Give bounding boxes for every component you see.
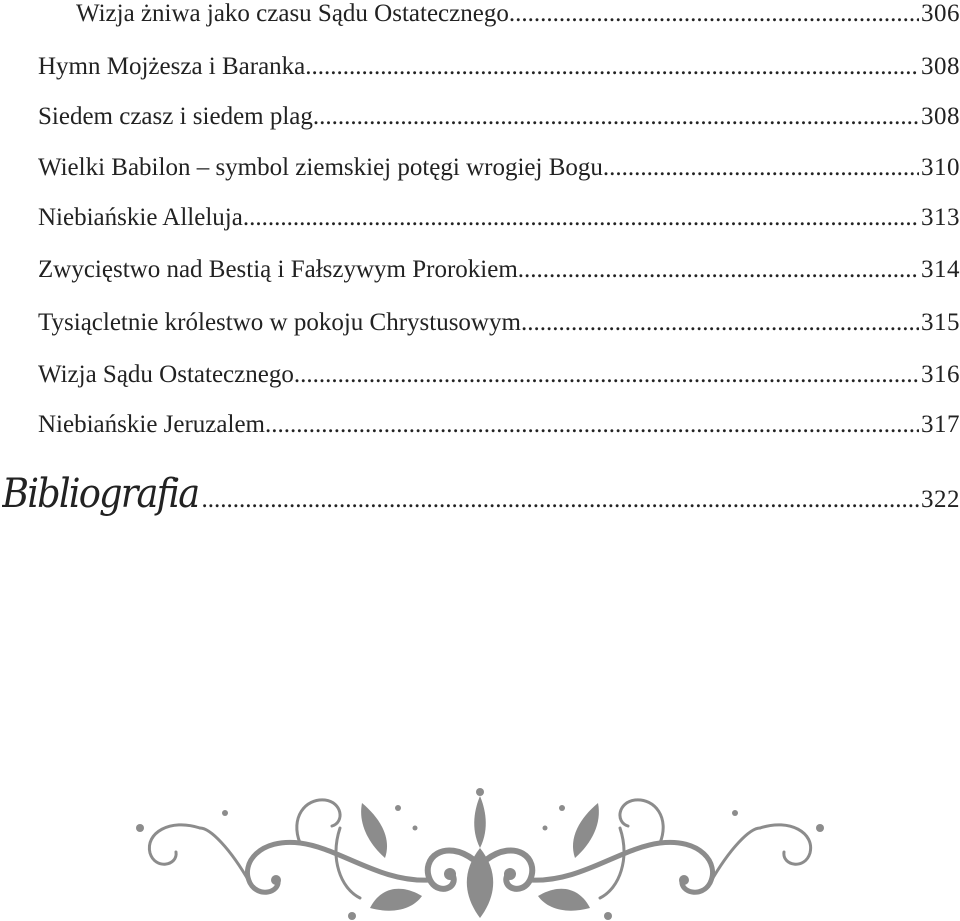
toc-leader-dots <box>521 303 919 343</box>
toc-entry-page: 316 <box>921 361 960 388</box>
toc-entry-title: Wizja żniwa jako czasu Sądu Ostatecznego <box>76 0 509 27</box>
toc-entry-page: 313 <box>921 204 960 231</box>
toc-leader-dots <box>305 47 919 87</box>
toc-entry-title: Siedem czasz i siedem plag <box>38 103 313 130</box>
toc-leader-dots <box>313 97 919 137</box>
toc-entry[interactable] <box>38 97 960 137</box>
toc-entry-title: Tysiącletnie królestwo w pokoju Chrystusowym <box>38 309 521 336</box>
toc-entry[interactable] <box>38 355 960 395</box>
toc-entry-title: Bibliografia <box>2 471 199 517</box>
toc-entry-page: 306 <box>921 0 960 27</box>
toc-entry-title: Niebiańskie Alleluja <box>38 204 243 231</box>
toc-entry-page: 308 <box>921 103 960 130</box>
toc-leader-dots <box>518 250 919 290</box>
toc-entry[interactable] <box>38 148 960 188</box>
toc-entry[interactable] <box>38 250 960 290</box>
toc-entry[interactable] <box>38 47 960 87</box>
toc-entry-title: Wielki Babilon – symbol ziemskiej potęgi wrogiej Bogu <box>38 154 603 181</box>
toc-entry[interactable] <box>38 198 960 238</box>
toc-leader-dots <box>603 148 919 188</box>
toc-entry-title: Wizja Sądu Ostatecznego <box>38 361 294 388</box>
toc-entry-page: 314 <box>921 256 960 283</box>
toc-entry-title: Zwycięstwo nad Bestią i Fałszywym Prorokiem <box>38 256 518 283</box>
toc-entry-title: Hymn Mojżesza i Baranka <box>38 53 306 80</box>
toc-leader-dots <box>294 355 919 395</box>
toc-leader-dots <box>201 472 919 522</box>
toc-leader-dots <box>243 198 919 238</box>
toc-leader-dots <box>265 405 919 445</box>
toc-entry[interactable] <box>38 405 960 445</box>
toc-leader-dots <box>509 0 919 34</box>
toc-entry-page: 322 <box>921 486 960 513</box>
toc-entry-page: 317 <box>921 411 960 438</box>
toc-entry-page: 310 <box>921 154 960 181</box>
toc-entry-title: Niebiańskie Jeruzalem <box>38 411 265 438</box>
toc-entry[interactable] <box>76 0 960 34</box>
toc-entry[interactable] <box>38 303 960 343</box>
toc-entry-bibliography[interactable] <box>2 466 960 522</box>
flourish-ornament-icon <box>130 788 830 921</box>
toc-entry-page: 308 <box>921 53 960 80</box>
toc-entry-page: 315 <box>921 309 960 336</box>
